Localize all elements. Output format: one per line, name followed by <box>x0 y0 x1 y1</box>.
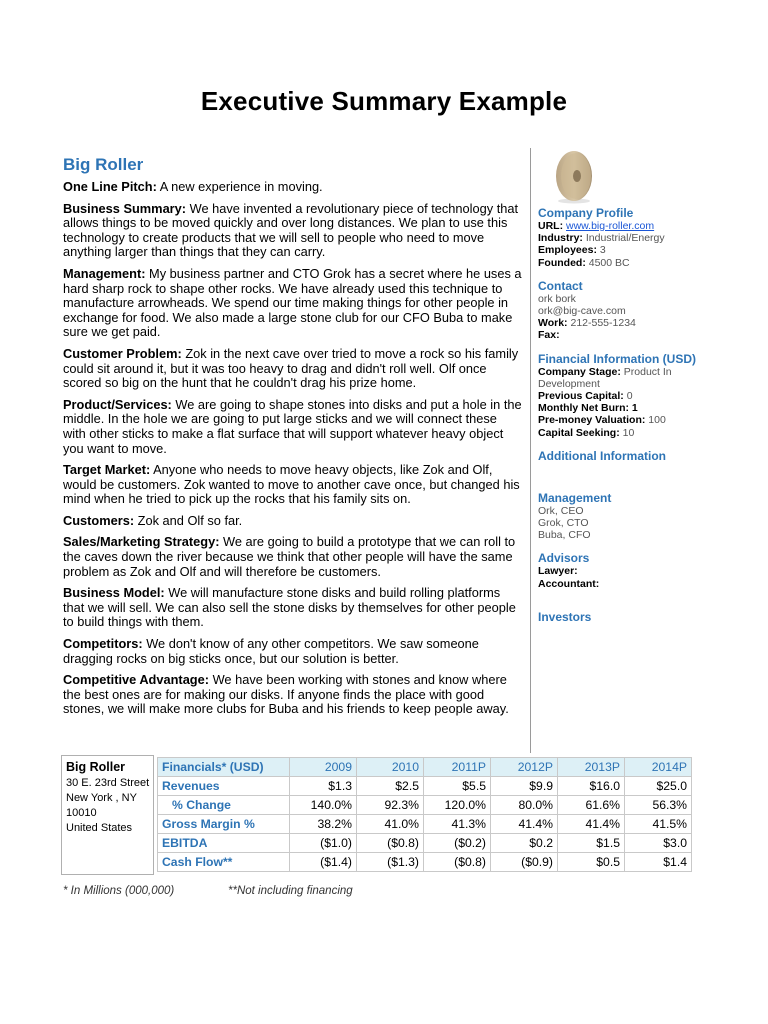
accountant-label: Accountant: <box>538 577 600 590</box>
table-cell: ($0.8) <box>357 834 424 853</box>
capital-seeking-value: 10 <box>622 426 635 439</box>
section-one-line-pitch <box>63 180 523 195</box>
year-header: 2014P <box>625 758 692 777</box>
row-label: Gross Margin % <box>158 815 290 834</box>
premoney-value: 100 <box>648 414 666 427</box>
table-cell: $1.4 <box>625 853 692 872</box>
table-cell: 56.3% <box>625 796 692 815</box>
table-cell: $2.5 <box>357 777 424 796</box>
company-stage-value: Product In Development <box>538 365 672 390</box>
row-label: Revenues <box>158 777 290 796</box>
summary-body <box>63 180 523 724</box>
table-row <box>158 796 692 815</box>
table-cell: 120.0% <box>424 796 491 815</box>
sidebar <box>538 206 723 634</box>
section-business-model <box>63 586 523 630</box>
company-profile <box>538 206 723 269</box>
table-cell: 61.6% <box>558 796 625 815</box>
table-cell: ($0.9) <box>491 853 558 872</box>
section-label: Product/Services: <box>63 396 172 412</box>
section-customers <box>63 514 523 529</box>
address-line: 30 E. 23rd Street <box>66 777 150 789</box>
url-label: URL: <box>538 220 564 232</box>
section-text: We don't know of any other competitors. We saw someone dragging rocks on big sticks once, but our solution is better. <box>63 636 479 666</box>
table-cell: 41.5% <box>625 815 692 834</box>
section-text: We have invented a revolutionary piece of technology that allows things to be moved quickly and over long distances. We plan to use this technology to create products that we will sell to people who need to move anything larger than things that they can carry. <box>63 200 519 260</box>
contact-heading: Contact <box>538 278 583 293</box>
footnote-financing: **Not including financing <box>228 885 353 897</box>
work-phone: 212-555-1234 <box>570 317 636 330</box>
section-business-summary <box>63 202 523 260</box>
lawyer-label: Lawyer: <box>538 565 578 578</box>
year-header: 2012P <box>491 758 558 777</box>
table-cell: $1.3 <box>290 777 357 796</box>
section-customer-problem <box>63 347 523 391</box>
section-management <box>63 267 523 340</box>
company-url-link[interactable]: www.big-roller.com <box>566 220 655 232</box>
management-heading: Management <box>538 490 612 505</box>
contact <box>538 279 723 342</box>
table-cell: $16.0 <box>558 777 625 796</box>
table-cell: $0.5 <box>558 853 625 872</box>
row-label: % Change <box>158 796 290 815</box>
management <box>538 491 723 542</box>
table-cell: 41.3% <box>424 815 491 834</box>
founded-label: Founded: <box>538 256 586 269</box>
contact-name: ork bork <box>538 292 576 305</box>
section-text: Zok and Olf so far. <box>137 512 243 528</box>
founded-value: 4500 BC <box>588 256 630 269</box>
footnote-millions: * In Millions (000,000) <box>63 885 175 897</box>
table-cell: 41.4% <box>491 815 558 834</box>
section-label: Business Summary: <box>63 200 187 216</box>
table-cell: ($0.2) <box>424 834 491 853</box>
industry-value: Industrial/Energy <box>585 232 665 245</box>
address-line: New York , NY <box>66 792 137 804</box>
table-cell: 140.0% <box>290 796 357 815</box>
work-label: Work: <box>538 317 568 330</box>
address-company-name: Big Roller <box>66 760 126 774</box>
section-label: Target Market: <box>63 462 151 478</box>
company-profile-heading: Company Profile <box>538 206 634 220</box>
section-competitive-advantage <box>63 673 523 717</box>
table-header-row <box>158 758 692 777</box>
row-label: Cash Flow** <box>158 853 290 872</box>
section-competitors <box>63 637 523 666</box>
table-cell: $1.5 <box>558 834 625 853</box>
section-label: Business Model: <box>63 585 165 601</box>
table-cell: ($0.8) <box>424 853 491 872</box>
monthly-burn-label: Monthly Net Burn: <box>538 402 629 415</box>
company-name: Big Roller <box>63 155 144 174</box>
financial-information <box>538 352 723 439</box>
management-person: Buba, CFO <box>538 529 591 542</box>
section-text: Zok in the next cave over tried to move a rock so his family could sit around it, but it was too heavy to drag and didn't roll well. Olf once scored so big on the hunt that he couldn't drag his prize home. <box>63 345 519 391</box>
table-cell: 41.0% <box>357 815 424 834</box>
investors <box>538 610 723 624</box>
table-cell: 41.4% <box>558 815 625 834</box>
financials-table <box>157 757 692 872</box>
section-text: We are going to shape stones into disks and put a hole in the middle. In the hole we are going to put large sticks and we will connect these with other sticks to make a flat surface that will support whatever heavy object you want to move. <box>63 396 522 456</box>
table-cell: $9.9 <box>491 777 558 796</box>
section-label: Customers: <box>63 512 135 528</box>
capital-seeking-label: Capital Seeking: <box>538 426 620 439</box>
previous-capital-value: 0 <box>626 390 633 403</box>
address-line: 10010 <box>66 807 97 819</box>
financial-info-heading: Financial Information (USD) <box>538 351 697 366</box>
table-cell: ($1.4) <box>290 853 357 872</box>
section-text: A new experience in moving. <box>159 179 323 194</box>
company-stage-label: Company Stage: <box>538 365 621 378</box>
section-label: Sales/Marketing Strategy: <box>63 534 220 550</box>
year-header: 2010 <box>357 758 424 777</box>
year-header: 2013P <box>558 758 625 777</box>
section-target-market <box>63 463 523 507</box>
monthly-burn-value: 1 <box>631 402 638 415</box>
section-label: Customer Problem: <box>63 345 182 361</box>
section-text: My business partner and CTO Grok has a secret where he uses a hard sharp rock to shape other rocks. We have already used this technique to manufacture arrowheads. We spend our time making things for other people in exchange for food. We also made a large stone club for our CFO Buba to make sure we get paid. <box>63 265 522 340</box>
advisors <box>538 551 723 589</box>
year-header: 2011P <box>424 758 491 777</box>
column-divider <box>530 148 531 753</box>
advisors-heading: Advisors <box>538 551 590 566</box>
address-box <box>61 755 154 875</box>
year-header: 2009 <box>290 758 357 777</box>
section-label: Competitors: <box>63 636 143 652</box>
section-product-services <box>63 398 523 456</box>
table-cell: ($1.3) <box>357 853 424 872</box>
table-row <box>158 777 692 796</box>
financials-header: Financials* (USD) <box>158 758 290 777</box>
employees-value: 3 <box>599 244 606 257</box>
page-title: Executive Summary Example <box>200 86 568 116</box>
table-cell: $3.0 <box>625 834 692 853</box>
table-row <box>158 815 692 834</box>
management-person: Ork, CEO <box>538 504 584 517</box>
table-cell: 38.2% <box>290 815 357 834</box>
table-cell: $5.5 <box>424 777 491 796</box>
section-text: Anyone who needs to move heavy objects, like Zok and Olf, would be customers. Zok wanted to move to another cave once, but changed his mind when he tried to pick up the rocks that his family sits on. <box>63 462 520 507</box>
table-row <box>158 853 692 872</box>
table-cell: $0.2 <box>491 834 558 853</box>
industry-label: Industry: <box>538 232 583 245</box>
address-line: United States <box>66 822 133 834</box>
section-sales-marketing <box>63 535 523 579</box>
row-label: EBITDA <box>158 834 290 853</box>
employees-label: Employees: <box>538 244 597 257</box>
additional-information <box>538 449 723 463</box>
contact-email: ork@big-cave.com <box>538 305 626 318</box>
section-text: We are going to build a prototype that we can roll to the caves down the river because we think that other people will have the same problem as Zok and Olf and will therefore be customers. <box>63 534 516 579</box>
table-cell: 92.3% <box>357 796 424 815</box>
table-cell: 80.0% <box>491 796 558 815</box>
investors-heading: Investors <box>538 609 592 624</box>
fax-label: Fax: <box>538 329 560 342</box>
premoney-label: Pre-money Valuation: <box>538 414 646 427</box>
section-label: Competitive Advantage: <box>63 672 210 688</box>
previous-capital-label: Previous Capital: <box>538 390 624 403</box>
stone-wheel-image <box>550 148 598 204</box>
table-cell: ($1.0) <box>290 834 357 853</box>
section-text: We have been working with stones and know where the best ones are for making our disks. If anyone finds the place with good stones, we will make more clubs for Buba and his friends to keep people away. <box>63 672 509 717</box>
table-cell: $25.0 <box>625 777 692 796</box>
section-text: We will manufacture stone disks and build rolling platforms that we will sell. We can also sell the stone disks by themselves for other people to build things with them. <box>63 585 516 630</box>
section-label: Management: <box>63 265 146 281</box>
table-row <box>158 834 692 853</box>
additional-info-heading: Additional Information <box>538 448 666 463</box>
management-person: Grok, CTO <box>538 517 589 530</box>
section-label: One Line Pitch: <box>63 179 157 194</box>
